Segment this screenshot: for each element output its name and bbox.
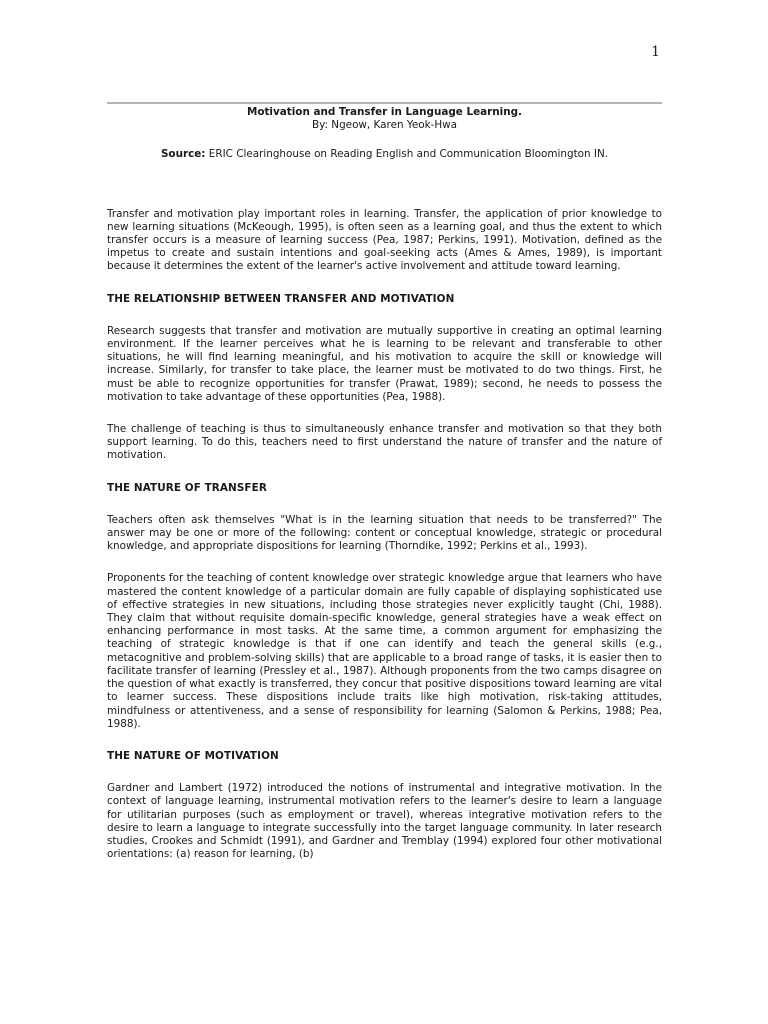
document-byline: By: Ngeow, Karen Yeok-Hwa	[311, 119, 458, 132]
section-heading-relationship: THE RELATIONSHIP BETWEEN TRANSFER AND MOTIVATION	[107, 292, 455, 305]
document-body	[107, 105, 662, 861]
paragraph-transfer-1: Teachers often ask themselves "What is in the learning situation that needs to be transferred?" The answer may be one or more of the following: content or conceptual knowledge, strategic or procedural knowledge, and appropriate dispositions for learning (Thorndike, 1992; Perkins et al., 1993).	[107, 513, 662, 553]
paragraph-transfer-2: Proponents for the teaching of content knowledge over strategic knowledge argue that learners who have mastered the content knowledge of a particular domain are fully capable of displaying sophisticated use of effective strategies in new situations, including those strategies never explicitly taught (Chi, 1988). They claim that without requisite domain-specific knowledge, general strategies have a weak effect on enhancing performance in most tasks. At the same time, a common argument for emphasizing the teaching of strategic knowledge is that if one can identify and teach the general skills (e.g., metacognitive and problem-solving skills) that are applicable to a broad range of tasks, it is easier then to facilitate transfer of learning (Pressley et al., 1987). Although proponents from the two camps disagree on the question of what exactly is transferred, they concur that positive dispositions toward learning are vital to learner success. These dispositions include traits like high motivation, risk-taking attitudes, mindfulness or attentiveness, and a sense of responsibility for learning (Salomon & Perkins, 1988; Pea, 1988).	[107, 572, 662, 730]
paragraph-relationship-2: The challenge of teaching is thus to simultaneously enhance transfer and motivation so that they both support learning. To do this, teachers need to first understand the nature of transfer and the nature of motivation.	[107, 423, 662, 462]
intro-paragraph: Transfer and motivation play important roles in learning. Transfer, the application of prior knowledge to new learning situations (McKeough, 1995), is often seen as a learning goal, and thus the extent to which transfer occurs is a measure of learning success (Pea, 1987; Perkins, 1991). Motivation, defined as the impetus to create and sustain intentions and goal-seeking acts (Ames & Ames, 1989), is important because it determines the extent of the learner's active involvement and attitude toward learning.	[107, 207, 662, 273]
page-number: 1	[651, 44, 660, 60]
paragraph-relationship-1: Research suggests that transfer and motivation are mutually supportive in creating an optimal learning environment. If the learner perceives what he is learning to be relevant and transferable to other situations, he will find learning meaningful, and his motivation to acquire the skill or knowledge will increase. Similarly, for transfer to take place, the learner must be motivated to do two things. First, he must be able to recognize opportunities for transfer (Prawat, 1989); second, he needs to possess the motivation to take advantage of these opportunities (Pea, 1988).	[107, 324, 662, 403]
paragraph-motivation-1: Gardner and Lambert (1972) introduced the notions of instrumental and integrative motivation. In the context of language learning, instrumental motivation refers to the learner's desire to learn a language for utilitarian purposes (such as employment or travel), whereas integrative motivation refers to the desire to learn a language to integrate successfully into the target language community. In later research studies, Crookes and Schmidt (1991), and Gardner and Tremblay (1994) explored four other motivational orientations: (a) reason for learning, (b)	[107, 782, 662, 861]
section-heading-transfer: THE NATURE OF TRANSFER	[107, 481, 267, 494]
header-rule	[107, 102, 662, 104]
section-heading-motivation: THE NATURE OF MOTIVATION	[107, 749, 279, 762]
document-source	[107, 148, 662, 161]
source-label: Source:	[160, 148, 206, 161]
document-title: Motivation and Transfer in Language Learning.	[246, 106, 522, 118]
source-text: ERIC Clearinghouse on Reading English and Communication Bloomington IN.	[208, 148, 609, 161]
